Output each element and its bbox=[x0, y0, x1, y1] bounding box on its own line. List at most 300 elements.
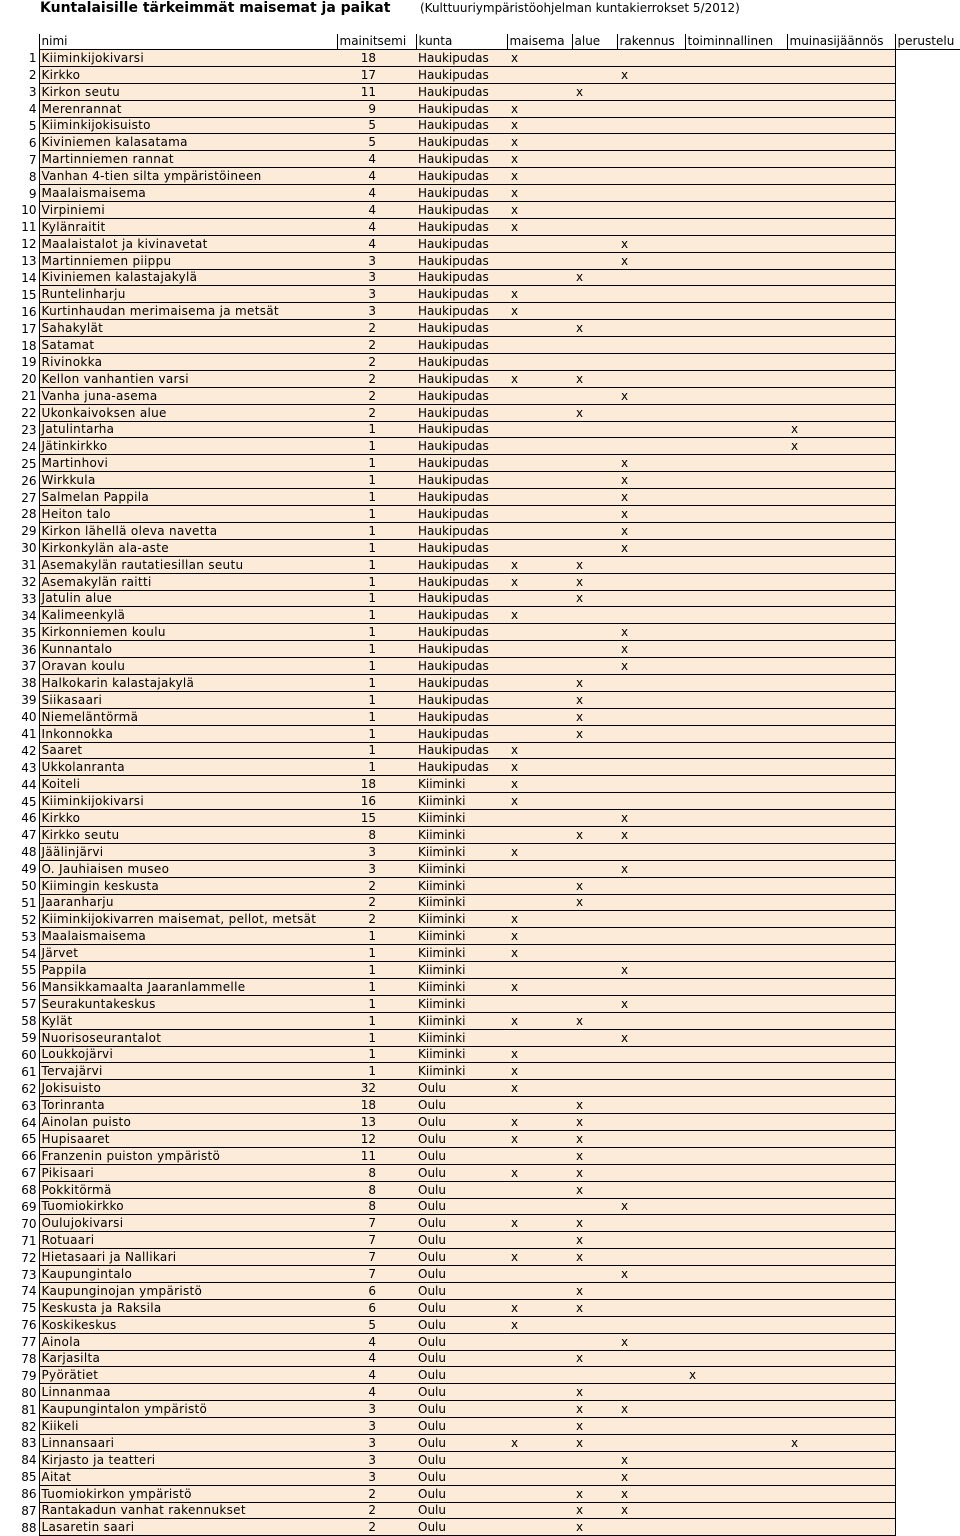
mention-count: 1 bbox=[337, 995, 416, 1012]
table-row bbox=[0, 1299, 960, 1316]
municipality: Oulu bbox=[416, 1435, 507, 1452]
landscape-mark bbox=[507, 421, 572, 438]
mention-count: 11 bbox=[337, 1147, 416, 1164]
functional-mark bbox=[685, 911, 787, 928]
landscape-mark: x bbox=[507, 370, 572, 387]
municipality: Haukipudas bbox=[416, 489, 507, 506]
mention-count: 1 bbox=[337, 421, 416, 438]
building-mark bbox=[617, 1384, 685, 1401]
area-mark: x bbox=[572, 1181, 617, 1198]
header-name: nimi bbox=[39, 34, 337, 50]
ancient-remains-mark: x bbox=[787, 438, 895, 455]
table-row bbox=[0, 1519, 960, 1536]
area-mark bbox=[572, 1063, 617, 1080]
municipality: Kiiminki bbox=[416, 860, 507, 877]
municipality: Oulu bbox=[416, 1418, 507, 1435]
building-mark bbox=[617, 556, 685, 573]
building-mark: x bbox=[617, 1198, 685, 1215]
mention-count: 4 bbox=[337, 1367, 416, 1384]
mention-count: 32 bbox=[337, 1080, 416, 1097]
building-mark: x bbox=[617, 1468, 685, 1485]
table-row bbox=[0, 1114, 960, 1131]
table-row bbox=[0, 337, 960, 354]
table-row bbox=[0, 370, 960, 387]
justification-cell bbox=[895, 1029, 960, 1046]
justification-cell bbox=[895, 1164, 960, 1181]
justification-cell bbox=[895, 1266, 960, 1283]
municipality: Haukipudas bbox=[416, 522, 507, 539]
table-row bbox=[0, 1350, 960, 1367]
area-mark bbox=[572, 978, 617, 995]
municipality: Haukipudas bbox=[416, 742, 507, 759]
row-number: 17 bbox=[0, 320, 39, 337]
row-number: 31 bbox=[0, 556, 39, 573]
mention-count: 1 bbox=[337, 674, 416, 691]
place-name: Merenrannat bbox=[39, 100, 337, 117]
justification-cell bbox=[895, 877, 960, 894]
landscape-mark bbox=[507, 1266, 572, 1283]
municipality: Haukipudas bbox=[416, 269, 507, 286]
row-number: 38 bbox=[0, 674, 39, 691]
building-mark bbox=[617, 286, 685, 303]
justification-cell bbox=[895, 1080, 960, 1097]
justification-cell bbox=[895, 1046, 960, 1063]
municipality: Oulu bbox=[416, 1519, 507, 1536]
table-row bbox=[0, 1418, 960, 1435]
functional-mark bbox=[685, 860, 787, 877]
area-mark: x bbox=[572, 1418, 617, 1435]
row-number: 56 bbox=[0, 978, 39, 995]
justification-cell bbox=[895, 1401, 960, 1418]
table-row bbox=[0, 742, 960, 759]
place-name: Jätinkirkko bbox=[39, 438, 337, 455]
municipality: Oulu bbox=[416, 1468, 507, 1485]
justification-cell bbox=[895, 843, 960, 860]
mention-count: 3 bbox=[337, 286, 416, 303]
header-functional: toiminnallinen bbox=[685, 34, 787, 50]
table-row bbox=[0, 658, 960, 675]
ancient-remains-mark bbox=[787, 1097, 895, 1114]
table-row bbox=[0, 539, 960, 556]
building-mark: x bbox=[617, 624, 685, 641]
place-name: Jokisuisto bbox=[39, 1080, 337, 1097]
functional-mark bbox=[685, 658, 787, 675]
municipality: Kiiminki bbox=[416, 1012, 507, 1029]
functional-mark bbox=[685, 843, 787, 860]
ancient-remains-mark bbox=[787, 337, 895, 354]
municipality: Haukipudas bbox=[416, 218, 507, 235]
building-mark: x bbox=[617, 1502, 685, 1519]
municipality: Haukipudas bbox=[416, 50, 507, 67]
municipality: Kiiminki bbox=[416, 1029, 507, 1046]
place-name: Pokkitörmä bbox=[39, 1181, 337, 1198]
landscape-mark bbox=[507, 1283, 572, 1300]
justification-cell bbox=[895, 556, 960, 573]
ancient-remains-mark bbox=[787, 742, 895, 759]
row-number: 21 bbox=[0, 387, 39, 404]
row-number: 77 bbox=[0, 1333, 39, 1350]
mention-count: 1 bbox=[337, 522, 416, 539]
area-mark bbox=[572, 185, 617, 202]
mention-count: 2 bbox=[337, 877, 416, 894]
row-number: 15 bbox=[0, 286, 39, 303]
mention-count: 2 bbox=[337, 1485, 416, 1502]
area-mark bbox=[572, 117, 617, 134]
table-row bbox=[0, 252, 960, 269]
place-name: Hupisaaret bbox=[39, 1131, 337, 1148]
landscape-mark bbox=[507, 455, 572, 472]
area-mark bbox=[572, 168, 617, 185]
ancient-remains-mark bbox=[787, 624, 895, 641]
place-name: Martinniemen rannat bbox=[39, 151, 337, 168]
place-name: Koskikeskus bbox=[39, 1316, 337, 1333]
area-mark bbox=[572, 337, 617, 354]
area-mark: x bbox=[572, 1164, 617, 1181]
building-mark bbox=[617, 945, 685, 962]
building-mark bbox=[617, 674, 685, 691]
justification-cell bbox=[895, 708, 960, 725]
municipality: Oulu bbox=[416, 1299, 507, 1316]
row-number: 22 bbox=[0, 404, 39, 421]
area-mark bbox=[572, 151, 617, 168]
mention-count: 1 bbox=[337, 455, 416, 472]
ancient-remains-mark bbox=[787, 303, 895, 320]
justification-cell bbox=[895, 269, 960, 286]
row-number: 19 bbox=[0, 354, 39, 371]
ancient-remains-mark bbox=[787, 1232, 895, 1249]
building-mark bbox=[617, 1249, 685, 1266]
row-number: 69 bbox=[0, 1198, 39, 1215]
municipality: Haukipudas bbox=[416, 337, 507, 354]
ancient-remains-mark bbox=[787, 843, 895, 860]
building-mark: x bbox=[617, 455, 685, 472]
ancient-remains-mark bbox=[787, 320, 895, 337]
functional-mark bbox=[685, 117, 787, 134]
building-mark: x bbox=[617, 522, 685, 539]
table-row bbox=[0, 725, 960, 742]
justification-cell bbox=[895, 1468, 960, 1485]
area-mark: x bbox=[572, 1502, 617, 1519]
table-row bbox=[0, 303, 960, 320]
justification-cell bbox=[895, 404, 960, 421]
place-name: Inkonnokka bbox=[39, 725, 337, 742]
building-mark bbox=[617, 1147, 685, 1164]
building-mark bbox=[617, 1063, 685, 1080]
functional-mark bbox=[685, 776, 787, 793]
table-row bbox=[0, 202, 960, 219]
landscape-mark bbox=[507, 337, 572, 354]
row-number: 29 bbox=[0, 522, 39, 539]
functional-mark bbox=[685, 995, 787, 1012]
table-body bbox=[0, 50, 960, 1536]
landscape-mark bbox=[507, 1519, 572, 1536]
ancient-remains-mark bbox=[787, 117, 895, 134]
justification-cell bbox=[895, 894, 960, 911]
place-name: Rivinokka bbox=[39, 354, 337, 371]
area-mark: x bbox=[572, 573, 617, 590]
row-number: 76 bbox=[0, 1316, 39, 1333]
ancient-remains-mark bbox=[787, 1029, 895, 1046]
justification-cell bbox=[895, 218, 960, 235]
functional-mark bbox=[685, 793, 787, 810]
mention-count: 3 bbox=[337, 1468, 416, 1485]
mention-count: 1 bbox=[337, 590, 416, 607]
row-number: 86 bbox=[0, 1485, 39, 1502]
municipality: Oulu bbox=[416, 1164, 507, 1181]
row-number: 25 bbox=[0, 455, 39, 472]
landscape-mark bbox=[507, 320, 572, 337]
place-name: Järvet bbox=[39, 945, 337, 962]
justification-cell bbox=[895, 1384, 960, 1401]
row-number: 40 bbox=[0, 708, 39, 725]
ancient-remains-mark bbox=[787, 725, 895, 742]
ancient-remains-mark bbox=[787, 50, 895, 67]
area-mark bbox=[572, 286, 617, 303]
ancient-remains-mark bbox=[787, 168, 895, 185]
justification-cell bbox=[895, 1333, 960, 1350]
functional-mark bbox=[685, 573, 787, 590]
row-number: 32 bbox=[0, 573, 39, 590]
ancient-remains-mark bbox=[787, 539, 895, 556]
table-row bbox=[0, 1181, 960, 1198]
building-mark bbox=[617, 269, 685, 286]
row-number: 2 bbox=[0, 66, 39, 83]
municipality: Oulu bbox=[416, 1215, 507, 1232]
justification-cell bbox=[895, 320, 960, 337]
mention-count: 11 bbox=[337, 83, 416, 100]
justification-cell bbox=[895, 590, 960, 607]
ancient-remains-mark bbox=[787, 1046, 895, 1063]
functional-mark bbox=[685, 742, 787, 759]
landscape-mark bbox=[507, 1333, 572, 1350]
landscape-mark: x bbox=[507, 1164, 572, 1181]
ancient-remains-mark: x bbox=[787, 1435, 895, 1452]
place-name: O. Jauhiaisen museo bbox=[39, 860, 337, 877]
landscape-mark: x bbox=[507, 928, 572, 945]
ancient-remains-mark bbox=[787, 607, 895, 624]
building-mark: x bbox=[617, 252, 685, 269]
building-mark bbox=[617, 1012, 685, 1029]
building-mark bbox=[617, 134, 685, 151]
justification-cell bbox=[895, 1131, 960, 1148]
row-number: 58 bbox=[0, 1012, 39, 1029]
building-mark: x bbox=[617, 1485, 685, 1502]
table-row bbox=[0, 1215, 960, 1232]
ancient-remains-mark bbox=[787, 1283, 895, 1300]
building-mark bbox=[617, 185, 685, 202]
municipality: Oulu bbox=[416, 1080, 507, 1097]
municipality: Kiiminki bbox=[416, 1046, 507, 1063]
table-row bbox=[0, 421, 960, 438]
landscape-mark: x bbox=[507, 218, 572, 235]
area-mark bbox=[572, 202, 617, 219]
place-name: Kellon vanhantien varsi bbox=[39, 370, 337, 387]
municipality: Haukipudas bbox=[416, 354, 507, 371]
area-mark bbox=[572, 607, 617, 624]
municipality: Kiiminki bbox=[416, 793, 507, 810]
place-name: Kalimeenkylä bbox=[39, 607, 337, 624]
ancient-remains-mark bbox=[787, 387, 895, 404]
functional-mark bbox=[685, 1468, 787, 1485]
municipality: Oulu bbox=[416, 1181, 507, 1198]
building-mark bbox=[617, 1350, 685, 1367]
building-mark: x bbox=[617, 641, 685, 658]
ancient-remains-mark bbox=[787, 489, 895, 506]
municipality: Haukipudas bbox=[416, 252, 507, 269]
place-name: Jatulin alue bbox=[39, 590, 337, 607]
landscape-mark bbox=[507, 539, 572, 556]
landscape-mark bbox=[507, 387, 572, 404]
row-number: 88 bbox=[0, 1519, 39, 1536]
mention-count: 1 bbox=[337, 573, 416, 590]
functional-mark bbox=[685, 1215, 787, 1232]
place-name: Kirkko bbox=[39, 66, 337, 83]
mention-count: 3 bbox=[337, 269, 416, 286]
functional-mark bbox=[685, 83, 787, 100]
place-name: Kiikeli bbox=[39, 1418, 337, 1435]
place-name: Karjasilta bbox=[39, 1350, 337, 1367]
justification-cell bbox=[895, 50, 960, 67]
row-number: 39 bbox=[0, 691, 39, 708]
table-row bbox=[0, 522, 960, 539]
ancient-remains-mark bbox=[787, 1080, 895, 1097]
header-area: alue bbox=[572, 34, 617, 50]
justification-cell bbox=[895, 421, 960, 438]
ancient-remains-mark bbox=[787, 1299, 895, 1316]
mention-count: 18 bbox=[337, 776, 416, 793]
building-mark bbox=[617, 691, 685, 708]
functional-mark bbox=[685, 1012, 787, 1029]
landscape-mark bbox=[507, 624, 572, 641]
landscape-mark: x bbox=[507, 1215, 572, 1232]
place-name: Pikisaari bbox=[39, 1164, 337, 1181]
justification-cell bbox=[895, 725, 960, 742]
landscape-mark bbox=[507, 354, 572, 371]
area-mark: x bbox=[572, 826, 617, 843]
table-row bbox=[0, 624, 960, 641]
building-mark: x bbox=[617, 1333, 685, 1350]
municipality: Kiiminki bbox=[416, 826, 507, 843]
landscape-mark bbox=[507, 269, 572, 286]
justification-cell bbox=[895, 134, 960, 151]
municipality: Oulu bbox=[416, 1367, 507, 1384]
ancient-remains-mark bbox=[787, 472, 895, 489]
landscape-mark bbox=[507, 658, 572, 675]
area-mark: x bbox=[572, 1215, 617, 1232]
place-name: Ukkolanranta bbox=[39, 759, 337, 776]
area-mark bbox=[572, 472, 617, 489]
ancient-remains-mark bbox=[787, 370, 895, 387]
functional-mark bbox=[685, 590, 787, 607]
functional-mark bbox=[685, 1418, 787, 1435]
ancient-remains-mark bbox=[787, 1249, 895, 1266]
area-mark bbox=[572, 1451, 617, 1468]
mention-count: 1 bbox=[337, 962, 416, 979]
row-number: 26 bbox=[0, 472, 39, 489]
document-header bbox=[0, 0, 960, 20]
municipality: Haukipudas bbox=[416, 320, 507, 337]
place-name: Asemakylän rautatiesillan seutu bbox=[39, 556, 337, 573]
justification-cell bbox=[895, 759, 960, 776]
place-name: Ainola bbox=[39, 1333, 337, 1350]
place-name: Martinniemen piippu bbox=[39, 252, 337, 269]
mention-count: 3 bbox=[337, 252, 416, 269]
ancient-remains-mark bbox=[787, 1485, 895, 1502]
area-mark bbox=[572, 1316, 617, 1333]
mention-count: 2 bbox=[337, 1502, 416, 1519]
justification-cell bbox=[895, 1198, 960, 1215]
building-mark bbox=[617, 1131, 685, 1148]
functional-mark bbox=[685, 1435, 787, 1452]
area-mark bbox=[572, 455, 617, 472]
place-name: Keskusta ja Raksila bbox=[39, 1299, 337, 1316]
municipality: Haukipudas bbox=[416, 421, 507, 438]
municipality: Haukipudas bbox=[416, 100, 507, 117]
place-name: Salmelan Pappila bbox=[39, 489, 337, 506]
mention-count: 3 bbox=[337, 843, 416, 860]
landscape-mark bbox=[507, 235, 572, 252]
municipality: Haukipudas bbox=[416, 235, 507, 252]
justification-cell bbox=[895, 1485, 960, 1502]
area-mark: x bbox=[572, 894, 617, 911]
justification-cell bbox=[895, 928, 960, 945]
row-number: 7 bbox=[0, 151, 39, 168]
area-mark: x bbox=[572, 1147, 617, 1164]
building-mark bbox=[617, 83, 685, 100]
mention-count: 5 bbox=[337, 117, 416, 134]
justification-cell bbox=[895, 1063, 960, 1080]
table-row bbox=[0, 877, 960, 894]
functional-mark bbox=[685, 320, 787, 337]
municipality: Oulu bbox=[416, 1502, 507, 1519]
mention-count: 2 bbox=[337, 1519, 416, 1536]
building-mark bbox=[617, 1097, 685, 1114]
landscape-mark: x bbox=[507, 742, 572, 759]
mention-count: 1 bbox=[337, 742, 416, 759]
table-row bbox=[0, 641, 960, 658]
functional-mark bbox=[685, 539, 787, 556]
table-row bbox=[0, 962, 960, 979]
justification-cell bbox=[895, 83, 960, 100]
landscape-mark: x bbox=[507, 1080, 572, 1097]
place-name: Kylänraitit bbox=[39, 218, 337, 235]
header-municipality: kunta bbox=[416, 34, 507, 50]
functional-mark bbox=[685, 472, 787, 489]
place-name: Tuomiokirkon ympäristö bbox=[39, 1485, 337, 1502]
table-row bbox=[0, 776, 960, 793]
functional-mark bbox=[685, 1131, 787, 1148]
justification-cell bbox=[895, 1519, 960, 1536]
mention-count: 8 bbox=[337, 1181, 416, 1198]
municipality: Kiiminki bbox=[416, 776, 507, 793]
place-name: Niemeläntörmä bbox=[39, 708, 337, 725]
justification-cell bbox=[895, 539, 960, 556]
building-mark bbox=[617, 117, 685, 134]
ancient-remains-mark bbox=[787, 202, 895, 219]
ancient-remains-mark bbox=[787, 556, 895, 573]
landscape-mark: x bbox=[507, 556, 572, 573]
table-row bbox=[0, 928, 960, 945]
mention-count: 3 bbox=[337, 1418, 416, 1435]
landscape-mark bbox=[507, 995, 572, 1012]
area-mark: x bbox=[572, 1401, 617, 1418]
building-mark: x bbox=[617, 860, 685, 877]
row-number: 50 bbox=[0, 877, 39, 894]
table-row bbox=[0, 1164, 960, 1181]
justification-cell bbox=[895, 489, 960, 506]
building-mark bbox=[617, 1299, 685, 1316]
ancient-remains-mark bbox=[787, 641, 895, 658]
